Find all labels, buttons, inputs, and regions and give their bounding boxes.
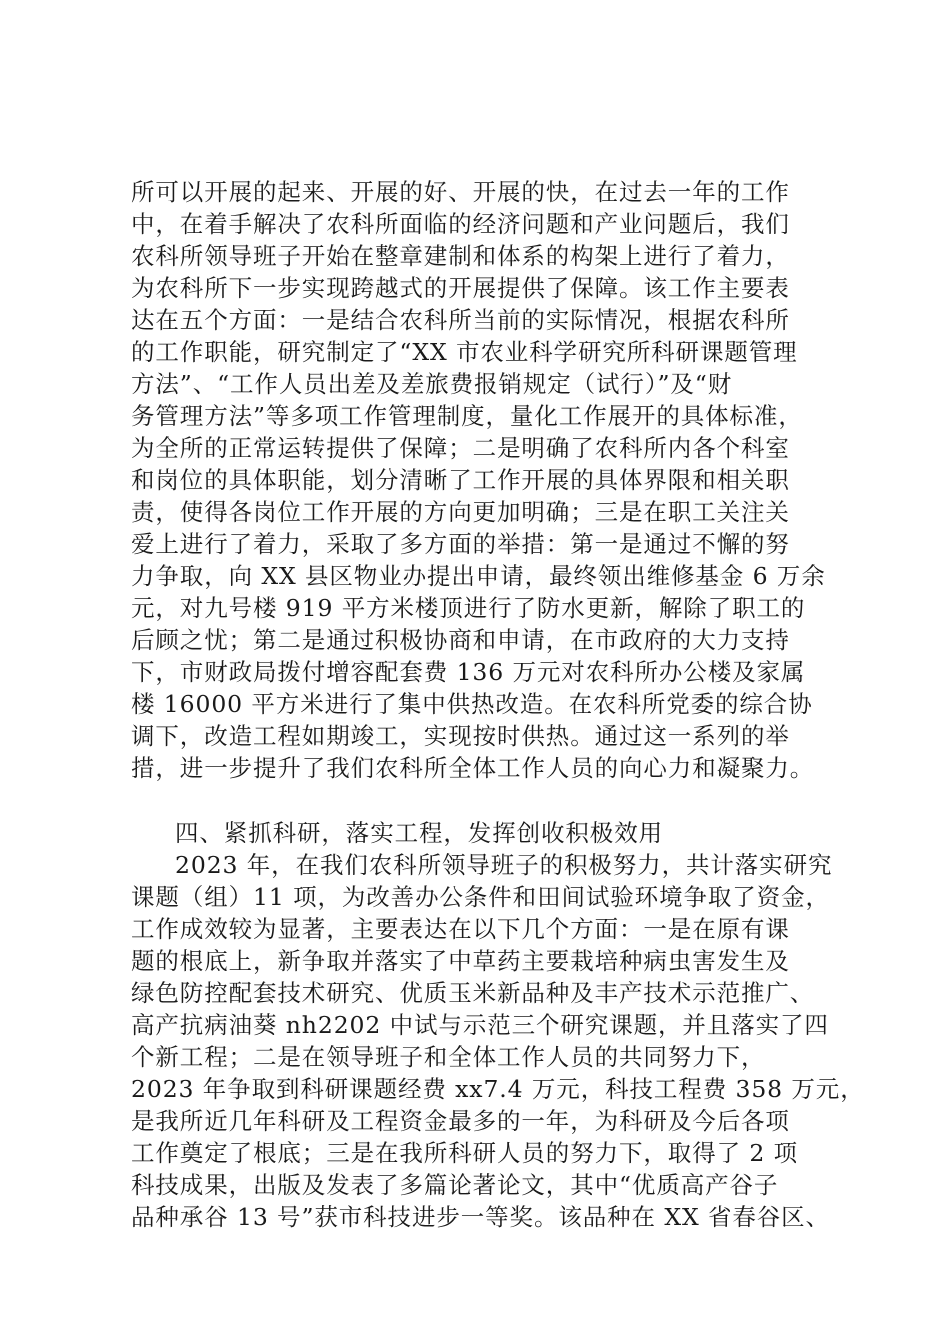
- paragraph-line: 元，对九号楼 919 平方米楼顶进行了防水更新，解除了职工的: [131, 594, 806, 622]
- paragraph-line: 农科所领导班子开始在整章建制和体系的构架上进行了着力，: [131, 242, 790, 270]
- paragraph-line: 2023 年争取到科研课题经费 xx7.4 万元，科技工程费 358 万元，: [131, 1075, 865, 1103]
- paragraph-line: 和岗位的具体职能，划分清晰了工作开展的具体界限和相关职: [131, 466, 790, 494]
- paragraph-line: 爱上进行了着力，采取了多方面的举措：第一是通过不懈的努: [131, 530, 790, 558]
- paragraph-line: 方法”、“工作人员出差及差旅费报销规定（试行）”及“财: [131, 370, 733, 398]
- paragraph-line: 工作成效较为显著，主要表达在以下几个方面：一是在原有课: [131, 915, 790, 943]
- paragraph-line: 达在五个方面：一是结合农科所当前的实际情况，根据农科所: [131, 306, 790, 334]
- paragraph-line: 科技成果，出版及发表了多篇论著论文，其中“优质高产谷子: [131, 1171, 779, 1199]
- paragraph-line: 2023 年，在我们农科所领导班子的积极努力，共计落实研究: [175, 851, 833, 879]
- paragraph-line: 后顾之忧；第二是通过积极协商和申请，在市政府的大力支持: [131, 626, 790, 654]
- paragraph-line: 题的根底上，新争取并落实了中草药主要栽培种病虫害发生及: [131, 947, 790, 975]
- paragraph-line: 措，进一步提升了我们农科所全体工作人员的向心力和凝聚力。: [131, 754, 815, 782]
- paragraph-line: 力争取，向 XX 县区物业办提出申请，最终领出维修基金 6 万余: [131, 562, 826, 590]
- paragraph-line: 高产抗病油葵 nh2202 中试与示范三个研究课题，并且落实了四: [131, 1011, 829, 1039]
- paragraph-line: 中，在着手解决了农科所面临的经济问题和产业问题后，我们: [131, 210, 790, 238]
- paragraph-line: 所可以开展的起来、开展的好、开展的快，在过去一年的工作: [131, 178, 790, 206]
- paragraph-line: 调下，改造工程如期竣工，实现按时供热。通过这一系列的举: [131, 722, 790, 750]
- paragraph-line: 下，市财政局拨付增容配套费 136 万元对农科所办公楼及家属: [131, 658, 806, 686]
- paragraph-line: 是我所近几年科研及工程资金最多的一年，为科研及今后各项: [131, 1107, 790, 1135]
- paragraph-line: 个新工程；二是在领导班子和全体工作人员的共同努力下，: [131, 1043, 766, 1071]
- paragraph-line: 品种承谷 13 号”获市科技进步一等奖。该品种在 XX 省春谷区、: [131, 1203, 830, 1231]
- paragraph-line: 为全所的正常运转提供了保障；二是明确了农科所内各个科室: [131, 434, 790, 462]
- paragraph-line: 责，使得各岗位工作开展的方向更加明确；三是在职工关注关: [131, 498, 790, 526]
- paragraph-line: 工作奠定了根底；三是在我所科研人员的努力下，取得了 2 项: [131, 1139, 798, 1167]
- paragraph-line: 为农科所下一步实现跨越式的开展提供了保障。该工作主要表: [131, 274, 790, 302]
- paragraph-line: 务管理方法”等多项工作管理制度，量化工作展开的具体标准，: [131, 402, 803, 430]
- paragraph-line: 楼 16000 平方米进行了集中供热改造。在农科所党委的综合协: [131, 690, 813, 718]
- section-heading: 四、紧抓科研，落实工程，发挥创收积极效用: [175, 819, 663, 847]
- paragraph-line: 的工作职能，研究制定了“XX 市农业科学研究所科研课题管理: [131, 338, 798, 366]
- paragraph-line: 课题（组）11 项，为改善办公条件和田间试验环境争取了资金，: [131, 883, 830, 911]
- paragraph-line: 绿色防控配套技术研究、优质玉米新品种及丰产技术示范推广、: [131, 979, 815, 1007]
